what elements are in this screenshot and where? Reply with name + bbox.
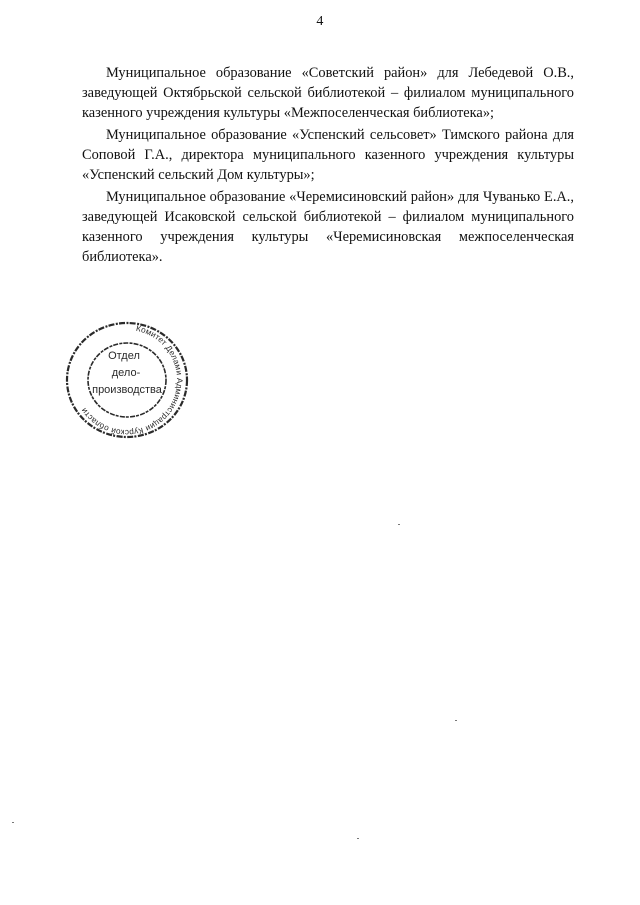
page-number: 4 [316,14,324,29]
paragraph-cheremisinovsky: Муниципальное образование «Черемисиновский район» для Чуванько Е.А., заведующей Исаковской сельской библиотекой – филиалом муниципального казенного учреждения культуры «Черемисиновская межпоселенческая библиотека». [82,189,574,265]
stamp-line-department: Отдел [108,350,140,362]
paragraph-uspensky: Муниципальное образование «Успенский сельсовет» Тимского района для Соповой Г.А., директора муниципального казенного учреждения культуры «Успенский сельский Дом культуры»; [82,127,574,183]
paragraph-sovetsky: Муниципальное образование «Советский район» для Лебедевой О.В., заведующей Октябрьской сельской библиотекой – филиалом муниципального казенного учреждения культуры «Межпоселенческая библиотека»; [82,65,574,121]
scan-speck [357,838,359,839]
stamp-ring-text: Комитет Делами Администрации Курской области [79,323,185,438]
scan-speck [398,524,400,525]
office-stamp [62,318,192,443]
stamp-line-proizvodstva: производства [92,384,162,396]
scan-speck [12,822,14,823]
stamp-outer-ring [67,323,187,437]
document-body [82,63,574,269]
scan-speck [455,720,457,721]
stamp-line-delo: дело- [111,367,141,379]
